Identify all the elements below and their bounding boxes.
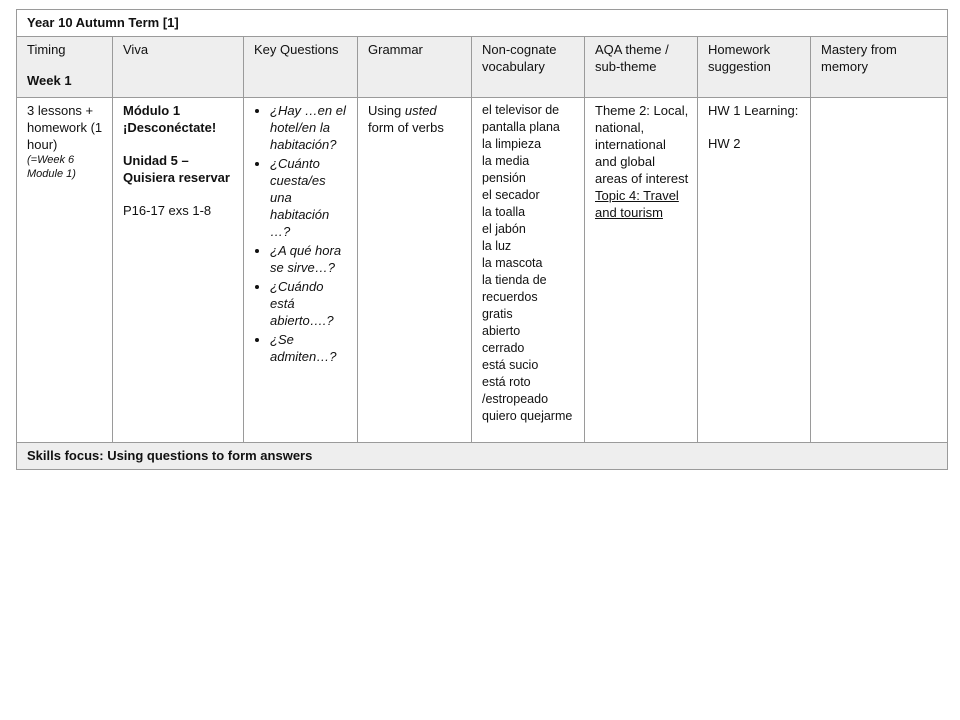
viva-unit: Unidad 5 – Quisiera reservar	[123, 153, 230, 185]
vocab-item: está roto /estropeado	[482, 375, 549, 406]
homework-2: HW 2	[708, 136, 741, 151]
timing-main: 3 lessons + homework (1 hour)	[27, 103, 103, 152]
footer-row	[17, 443, 948, 470]
header-timing-label: Timing	[27, 42, 66, 57]
timing-sub: (=Week 6 Module 1)	[27, 154, 76, 180]
vocab-item: la tienda de recuerdos	[482, 273, 547, 304]
viva-pages: P16-17 exs 1-8	[123, 203, 212, 218]
title-row	[17, 10, 948, 37]
cell-homework	[698, 98, 811, 443]
homework-1: HW 1 Learning:	[708, 103, 799, 118]
list-item: • ¿Cuándo está abierto….?	[270, 278, 349, 329]
cell-vocabulary	[472, 98, 585, 443]
cell-aqa-theme	[585, 98, 698, 443]
key-questions-list	[254, 102, 349, 365]
vocab-item: abierto	[482, 324, 521, 338]
header-mastery: Mastery from memory	[811, 37, 948, 98]
list-item: • ¿Se admiten…?	[270, 331, 349, 365]
table-title: Year 10 Autumn Term [1]	[17, 10, 948, 37]
cell-timing	[17, 98, 113, 443]
header-vocabulary: Non-cognate vocabulary	[472, 37, 585, 98]
header-grammar: Grammar	[358, 37, 472, 98]
vocab-item: la media pensión	[482, 154, 530, 185]
skills-focus: Skills focus: Using questions to form answers	[17, 443, 948, 470]
vocab-item: el televisor de pantalla plana	[482, 103, 560, 134]
vocab-item: la luz	[482, 239, 512, 253]
viva-module-name: ¡Desconéctate!	[123, 120, 217, 135]
list-item: • ¿Hay …en el hotel/en la habitación?	[270, 102, 349, 153]
cell-key-questions	[244, 98, 358, 443]
vocab-item: está sucio	[482, 358, 539, 372]
list-item: • ¿A qué hora se sirve…?	[270, 242, 349, 276]
content-row	[17, 98, 948, 443]
header-timing	[17, 37, 113, 98]
grammar-post: form of verbs	[368, 120, 444, 135]
vocab-item: la toalla	[482, 205, 526, 219]
cell-viva	[113, 98, 244, 443]
vocab-item: gratis	[482, 307, 513, 321]
vocab-item: la mascota	[482, 256, 543, 270]
aqa-topic-link[interactable]: Topic 4: Travel and tourism	[595, 188, 679, 220]
lesson-plan-table	[16, 9, 948, 470]
header-viva: Viva	[113, 37, 244, 98]
list-item: • ¿Cuánto cuesta/es una habitación …?	[270, 155, 349, 240]
viva-module: Módulo 1	[123, 103, 181, 118]
vocab-item: el secador	[482, 188, 540, 202]
cell-mastery	[811, 98, 948, 443]
header-week: Week 1	[27, 73, 72, 88]
header-homework: Homework suggestion	[698, 37, 811, 98]
header-row	[17, 37, 948, 98]
vocab-item: el jabón	[482, 222, 526, 236]
header-key-questions: Key Questions	[244, 37, 358, 98]
grammar-em: usted	[404, 103, 437, 118]
aqa-theme: Theme 2: Local, national, international and global areas of interest	[595, 103, 689, 186]
grammar-pre: Using	[368, 103, 405, 118]
header-aqa-theme: AQA theme / sub-theme	[585, 37, 698, 98]
vocab-item: quiero quejarme	[482, 409, 573, 423]
cell-grammar	[358, 98, 472, 443]
vocab-item: la limpieza	[482, 137, 542, 151]
vocab-item: cerrado	[482, 341, 525, 355]
